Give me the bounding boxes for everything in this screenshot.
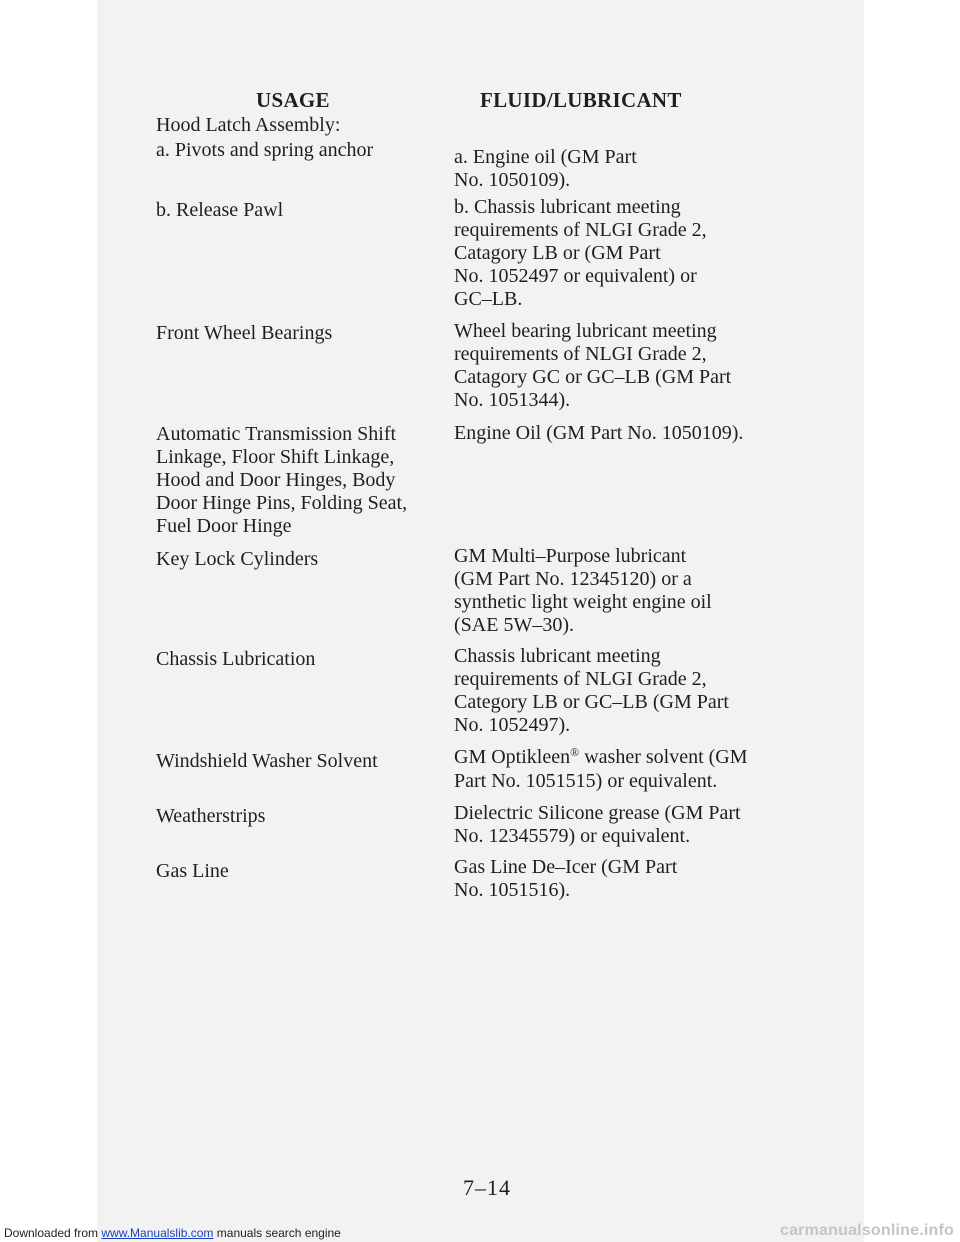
fluid-front-wheel-line-1: Wheel bearing lubricant meeting <box>454 320 717 342</box>
usage-chassis-lubrication: Chassis Lubrication <box>156 648 316 670</box>
footer-prefix: Downloaded from <box>4 1226 102 1240</box>
fluid-windshield-brand: GM Optikleen <box>454 746 571 768</box>
usage-windshield-washer-solvent: Windshield Washer Solvent <box>156 750 378 772</box>
usage-auto-trans-line-3: Hood and Door Hinges, Body <box>156 469 396 491</box>
fluid-key-lock-line-3: synthetic light weight engine oil <box>454 591 712 613</box>
fluid-hood-b-line-4: No. 1052497 or equivalent) or <box>454 265 697 287</box>
fluid-chassis-line-3: Category LB or GC–LB (GM Part <box>454 691 729 713</box>
fluid-front-wheel-line-2: requirements of NLGI Grade 2, <box>454 343 707 365</box>
usage-auto-trans-line-5: Fuel Door Hinge <box>156 515 292 537</box>
fluid-hood-b-line-1: b. Chassis lubricant meeting <box>454 196 681 218</box>
registered-mark: ® <box>570 745 580 759</box>
usage-front-wheel-bearings: Front Wheel Bearings <box>156 322 333 344</box>
footer-suffix: manuals search engine <box>213 1226 341 1240</box>
fluid-weatherstrips-line-1: Dielectric Silicone grease (GM Part <box>454 802 741 824</box>
usage-auto-trans-line-2: Linkage, Floor Shift Linkage, <box>156 446 395 468</box>
fluid-key-lock-line-1: GM Multi–Purpose lubricant <box>454 545 687 567</box>
fluid-hood-b-line-5: GC–LB. <box>454 288 523 310</box>
usage-hood-latch-title: Hood Latch Assembly: <box>156 114 341 136</box>
fluid-front-wheel-line-3: Catagory GC or GC–LB (GM Part <box>454 366 732 388</box>
fluid-front-wheel-line-4: No. 1051344). <box>454 389 571 411</box>
fluid-hood-a-line-2: No. 1050109). <box>454 169 571 191</box>
usage-column-header: USAGE <box>256 88 330 112</box>
fluid-lubricant-column-header: FLUID/LUBRICANT <box>480 88 682 112</box>
fluid-auto-trans-line-1: Engine Oil (GM Part No. 1050109). <box>454 422 744 444</box>
fluid-key-lock-line-2: (GM Part No. 12345120) or a <box>454 568 692 590</box>
fluid-chassis-line-4: No. 1052497). <box>454 714 571 736</box>
fluid-chassis-line-1: Chassis lubricant meeting <box>454 645 661 667</box>
fluid-chassis-line-2: requirements of NLGI Grade 2, <box>454 668 707 690</box>
fluid-gas-line-line-1: Gas Line De–Icer (GM Part <box>454 856 678 878</box>
usage-gas-line: Gas Line <box>156 860 229 882</box>
usage-hood-a: a. Pivots and spring anchor <box>156 139 374 161</box>
usage-auto-trans-line-4: Door Hinge Pins, Folding Seat, <box>156 492 408 514</box>
fluid-gas-line-line-2: No. 1051516). <box>454 879 571 901</box>
fluid-windshield-line-2: Part No. 1051515) or equivalent. <box>454 770 718 792</box>
fluid-hood-b-line-2: requirements of NLGI Grade 2, <box>454 219 707 241</box>
fluid-key-lock-line-4: (SAE 5W–30). <box>454 614 574 636</box>
fluid-weatherstrips-line-2: No. 12345579) or equivalent. <box>454 825 691 847</box>
fluid-hood-a-line-1: a. Engine oil (GM Part <box>454 146 637 168</box>
fluid-windshield-rest: washer solvent (GM <box>579 746 748 768</box>
usage-hood-b: b. Release Pawl <box>156 199 284 221</box>
manualslib-link[interactable]: www.Manualslib.com <box>101 1226 214 1240</box>
usage-auto-trans-line-1: Automatic Transmission Shift <box>156 423 397 445</box>
page-number: 7–14 <box>463 1175 511 1200</box>
download-footer <box>4 1226 341 1240</box>
watermark: carmanualsonline.info <box>779 1222 954 1239</box>
usage-weatherstrips: Weatherstrips <box>156 805 266 827</box>
usage-key-lock-cylinders: Key Lock Cylinders <box>156 548 319 570</box>
fluid-hood-b-line-3: Catagory LB or (GM Part <box>454 242 661 264</box>
fluid-windshield-line-1 <box>454 746 748 770</box>
